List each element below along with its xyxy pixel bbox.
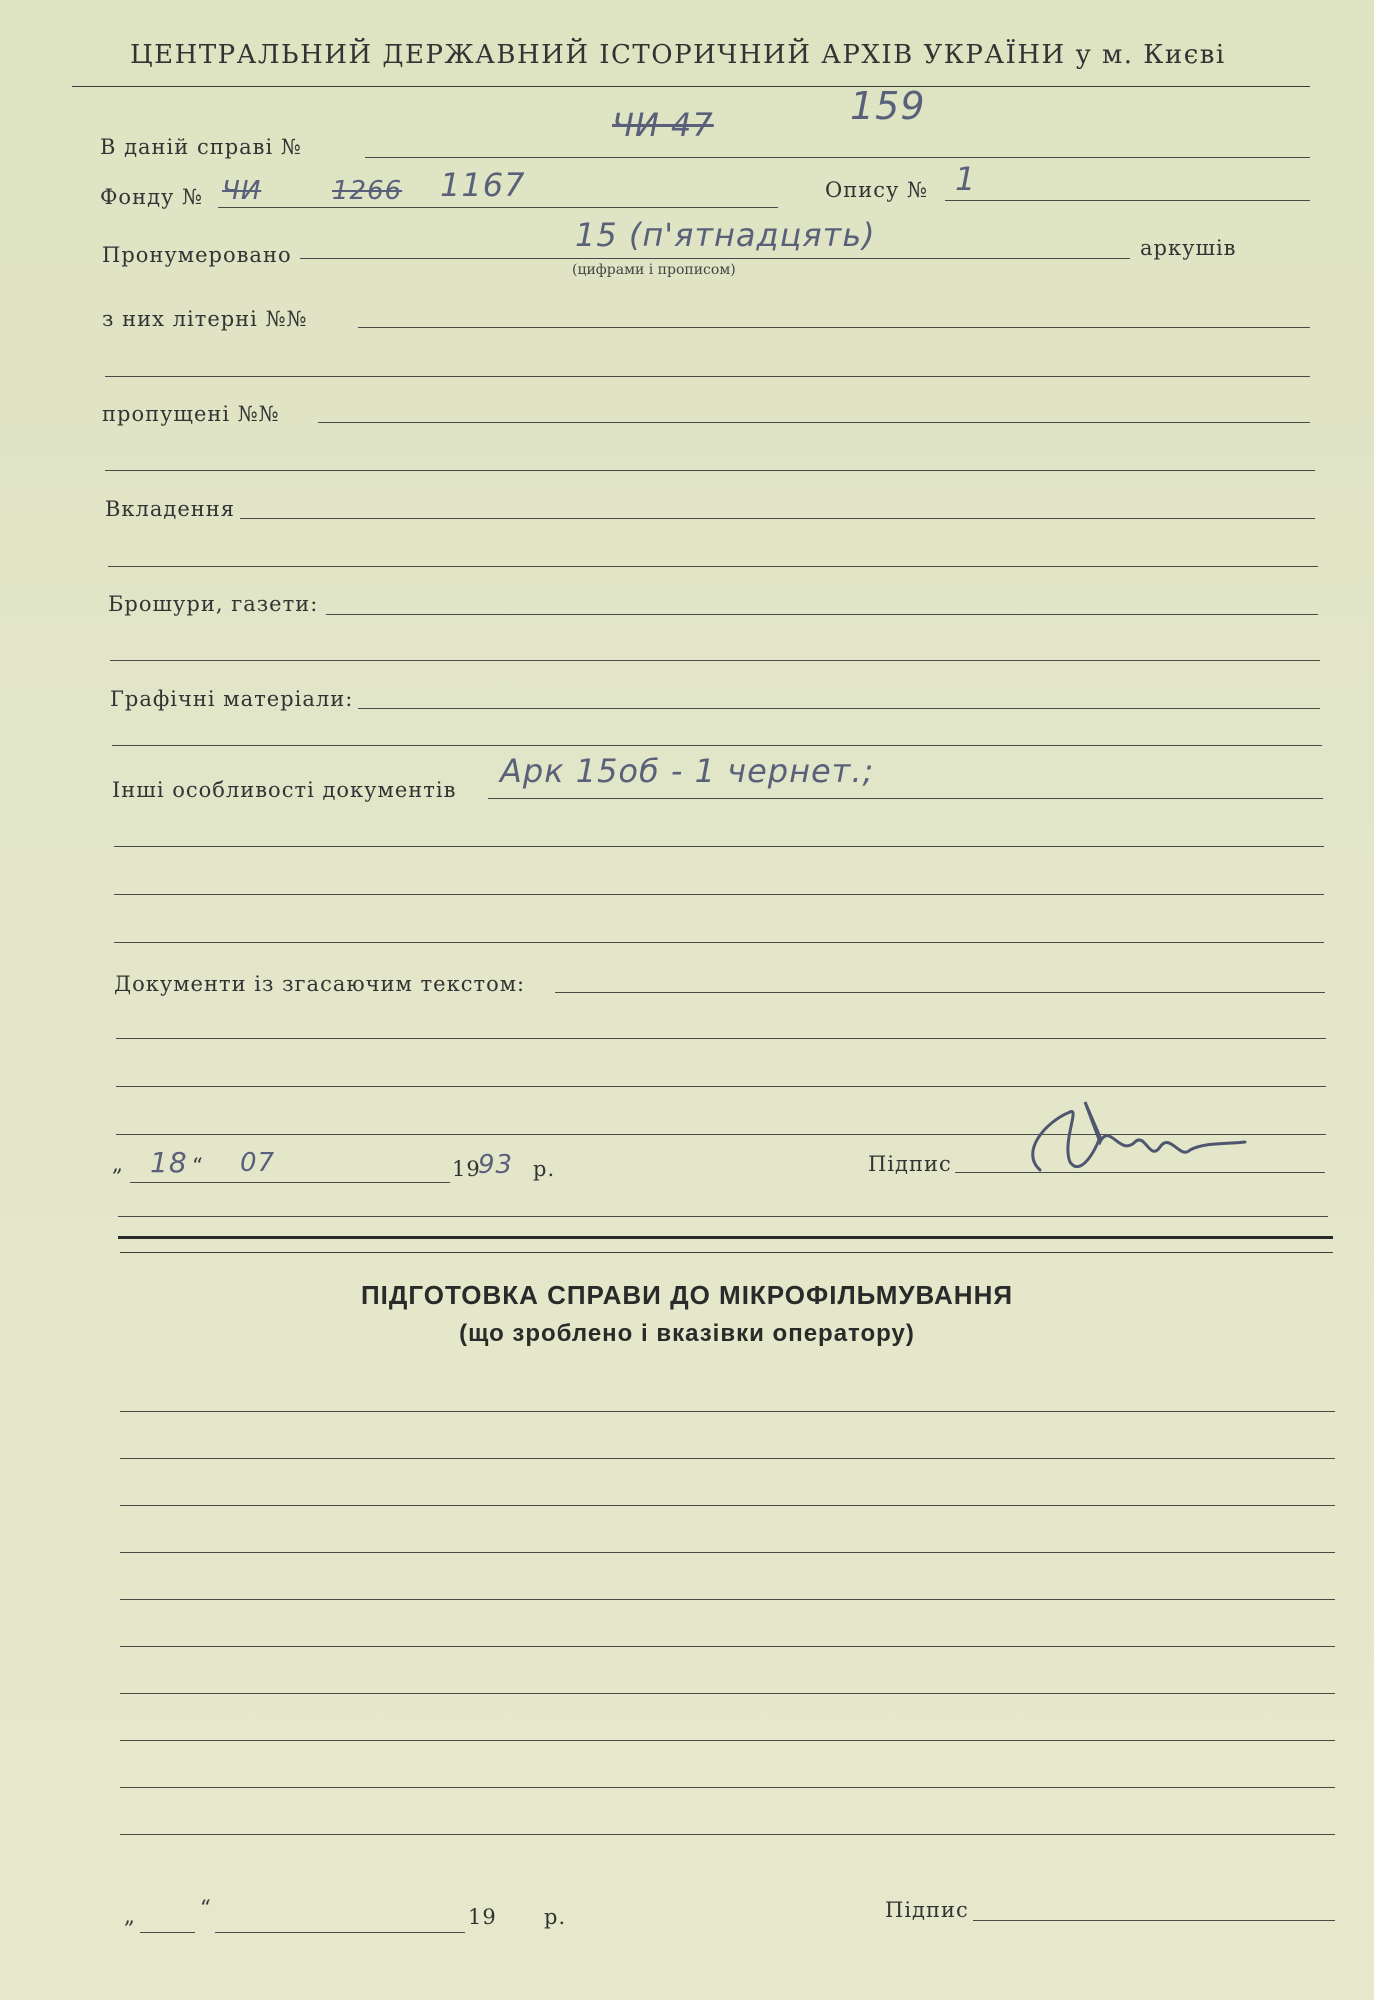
fading-line-2 xyxy=(116,1038,1326,1039)
notes-line-5 xyxy=(120,1599,1335,1600)
case-label: В даній справі № xyxy=(100,135,302,159)
other-line-2 xyxy=(114,846,1324,847)
other-line-4 xyxy=(114,942,1324,943)
opys-label: Опису № xyxy=(825,178,928,202)
date-month: 07 xyxy=(240,1148,276,1178)
brochures-line xyxy=(326,614,1318,615)
fond-label: Фонду № xyxy=(100,185,203,209)
s2-signature-line xyxy=(973,1920,1335,1921)
inserts-label: Вкладення xyxy=(105,497,236,521)
date-day: 18 xyxy=(150,1146,188,1179)
opys-value: 1 xyxy=(955,160,977,198)
graphic-line-2 xyxy=(112,745,1322,746)
s2-date-open-quote: „ xyxy=(124,1904,136,1928)
brochures-line-2 xyxy=(110,660,1320,661)
date-open-quote: „ xyxy=(112,1152,124,1176)
date-year-prefix: 19 xyxy=(452,1157,481,1181)
inserts-line-2 xyxy=(108,566,1318,567)
inserts-line xyxy=(240,518,1315,519)
s2-month-line xyxy=(215,1932,465,1933)
header-rule xyxy=(72,86,1310,87)
section-divider xyxy=(118,1236,1333,1239)
notes-line-10 xyxy=(120,1834,1335,1835)
missing-line xyxy=(318,422,1310,423)
literal-line xyxy=(358,327,1310,328)
section2-title: ПІДГОТОВКА СПРАВИ ДО МІКРОФІЛЬМУВАННЯ xyxy=(360,1280,1014,1310)
signature-scribble xyxy=(1000,1082,1250,1192)
fading-line xyxy=(555,992,1325,993)
other-label: Інші особливості документів xyxy=(112,778,457,802)
missing-line-2 xyxy=(105,470,1315,471)
case-value: 159 xyxy=(850,84,926,128)
notes-line-4 xyxy=(120,1552,1335,1553)
section-divider-2 xyxy=(120,1252,1333,1253)
notes-line-8 xyxy=(120,1740,1335,1741)
other-line xyxy=(488,798,1323,799)
notes-line-9 xyxy=(120,1787,1335,1788)
brochures-label: Брошури, газети: xyxy=(108,592,319,616)
fond-value: 1167 xyxy=(440,166,526,204)
numbered-line xyxy=(300,258,1130,259)
signature-line-2 xyxy=(118,1216,1328,1217)
numbered-value: 15 (п'ятнадцять) xyxy=(575,216,876,254)
archive-header: ЦЕНТРАЛЬНИЙ ДЕРЖАВНИЙ ІСТОРИЧНИЙ АРХІВ УКРАЇНИ у м. Києві xyxy=(130,40,1226,70)
date-close-quote: “ xyxy=(192,1154,204,1178)
date-line xyxy=(130,1182,450,1183)
notes-line-7 xyxy=(120,1693,1335,1694)
numbered-hint: (цифрами і прописом) xyxy=(572,262,736,278)
graphic-label: Графічні матеріали: xyxy=(110,687,354,711)
graphic-line xyxy=(358,708,1320,709)
s2-day-line xyxy=(140,1932,195,1933)
s2-date-r: р. xyxy=(544,1905,567,1929)
notes-line-2 xyxy=(120,1458,1335,1459)
missing-label: пропущені №№ xyxy=(102,402,280,426)
section2-subtitle: (що зроблено і вказівки оператору) xyxy=(459,1320,915,1347)
date-r: р. xyxy=(533,1157,556,1181)
fond-value-struck-2: 1266 xyxy=(332,176,403,206)
numbered-label: Пронумеровано xyxy=(102,243,292,267)
fond-value-struck-1: ЧИ xyxy=(222,176,262,206)
date-year-suffix: 93 xyxy=(478,1150,514,1180)
s2-date-year-prefix: 19 xyxy=(468,1905,497,1929)
other-line-3 xyxy=(114,894,1324,895)
s2-date-close-quote: “ xyxy=(200,1896,212,1920)
sheets-label: аркушів xyxy=(1140,236,1237,260)
opys-line xyxy=(945,200,1310,201)
notes-line-1 xyxy=(120,1411,1335,1412)
fading-label: Документи із згасаючим текстом: xyxy=(114,972,526,996)
literal-label: з них літерні №№ xyxy=(102,307,308,331)
notes-line-3 xyxy=(120,1505,1335,1506)
case-line xyxy=(365,157,1310,158)
literal-line-2 xyxy=(105,376,1310,377)
case-value-struck: ЧИ 47 xyxy=(612,106,714,144)
signature-label: Підпис xyxy=(868,1152,952,1176)
other-value: Арк 15об - 1 чернет.; xyxy=(500,752,875,790)
s2-signature-label: Підпис xyxy=(885,1898,969,1922)
fond-line xyxy=(218,207,778,208)
notes-line-6 xyxy=(120,1646,1335,1647)
